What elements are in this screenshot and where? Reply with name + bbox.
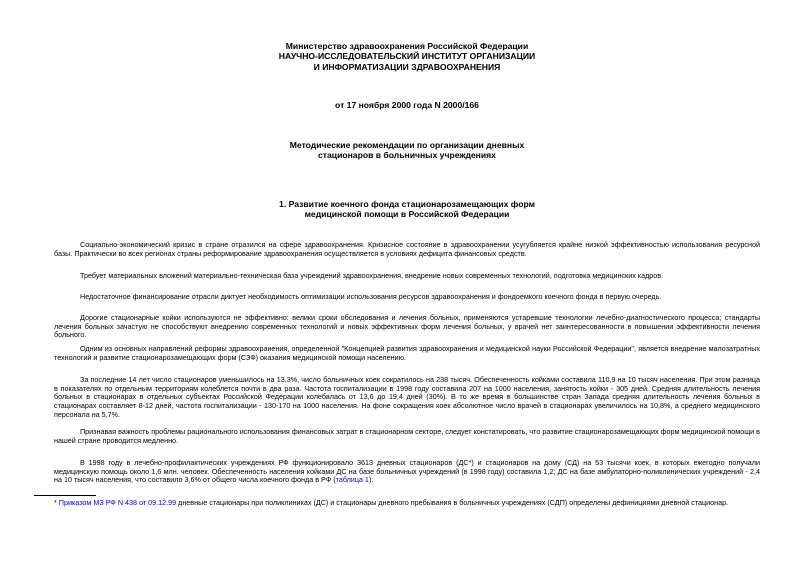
document-title-line-2: стационаров в больничных учреждениях — [318, 150, 496, 161]
section-heading-line-2: медицинской помощи в Российской Федерации — [304, 209, 510, 220]
paragraph: Недостаточное финансирование отрасли диктует необходимость оптимизации использования ресурсов здравоохранения и фондоемкого коечного фонда в первую очередь. — [80, 292, 662, 301]
section-heading — [54, 199, 760, 220]
paragraph: Требует материальных вложений материально-техническая база учреждений здравоохранения, внедрение новых современных технологий, подготовка медицинских кадров. — [80, 271, 664, 280]
paragraph-text-after-link: ). — [368, 475, 374, 485]
paragraph: Социально-экономический кризис в стране отразился на сфере здравоохранения. Кризисное состояние в здравоохранении усугубляется крайне низкой эффективностью использования ресурсной базы. Практически во всех регионах страны реформирование здравоохранения осуществляется в условиях дефицита финансовых средств. — [54, 240, 760, 258]
table-1-link[interactable]: таблица 1 — [335, 475, 369, 485]
order-438-link[interactable]: Приказом МЗ РФ N 438 от 09.12.99 — [58, 498, 177, 507]
institute-name-line-1: НАУЧНО-ИССЛЕДОВАТЕЛЬСКИЙ ИНСТИТУТ ОРГАНИЗАЦИИ — [278, 51, 536, 62]
document-title-line-1: Методические рекомендации по организации дневных — [289, 140, 525, 150]
footnote-divider — [34, 495, 96, 496]
footnote-marker: * — [54, 498, 59, 507]
paragraph: Признавая важность проблемы рационального использования финансовых затрат в стационарном секторе, следует констатировать, что развитие стационарозамещающих форм медицинской помощи в нашей стране проводится медленно. — [54, 427, 760, 445]
paragraph: Одним из основных направлений реформы здравоохранения, определенной "Концепцией развития здравоохранения и медицинской науки Российской Федерации", является внедрение малозатратных технологий и развитие стационарозамещающих форм (СЗФ) оказания медицинской помощи населению. — [54, 344, 760, 362]
document-date: от 17 ноября 2000 года N 2000/166 — [335, 100, 479, 110]
paragraph-text-before-link: В 1998 году в лечебно-профилактических учреждениях РФ функционировало 3613 дневных стационаров (ДС*) и стационаров на дому (СД) на 53 тысячи коек, в которых ежегодно получали медицинскую помощь около 1,6 млн. человек. Обеспеченность населения койками ДС на базе больничных учреждений (в 1998 году) составила 1,2; ДС на базе амбулаторно-поликлинических учреждений - 2,4 на 10 тысяч населения, что составило 3,6% от общего числа коечного фонда в РФ ( — [54, 458, 760, 485]
footnote — [54, 499, 760, 508]
document-header — [54, 41, 760, 72]
document-title — [54, 140, 760, 161]
footnote-text: дневные стационары при поликлиниках (ДС) и стационары дневного пребывания в больничных учреждениях (СДП) определены дефинициями дневной стационар. — [176, 498, 729, 507]
ministry-name: Министерство здравоохранения Российской Федерации — [285, 41, 529, 51]
paragraph: Дорогие стационарные койки используются не эффективно: велики сроки обследования и лечения больных, применяются устаревшие технологии лечебно-диагностического процесса; стандарты лечения больных зачастую не способствуют внедрению современных технологий и новых эффективных форм лечения больных, у врачей нет заинтересованности в повышении эффективности лечения больного. — [54, 313, 760, 340]
paragraph: За последние 14 лет число стационаров уменьшилось на 13,3%, число больничных коек сократилось на 238 тысяч. Обеспеченность койками составила 110,9 на 10 тысяч населения. При этом разница в показателях по отдельным территориям колеблется почти в два раза. Частота госпитализации в 1998 году составила 207 на 1000 населения, занятость койки - 305 дней. Средняя длительность лечения больных в стационарах в отдельных субъектах Российской Федерации колебалась от 13,6 до 19,4 дней (30%). В то же время в большинстве стран Запада средняя длительность лечения больных в стационарах составляет 8-12 дней, частота госпитализации - 130-170 на 1000 населения. На фоне сокращения коек абсолютное число врачей в стационарах увеличилось на 10,8%, а среднего медицинского персонала на 5,7%. — [54, 375, 760, 419]
institute-name-line-2: И ИНФОРМАТИЗАЦИИ ЗДРАВООХРАНЕНИЯ — [313, 61, 501, 72]
paragraph-with-table-link — [54, 459, 760, 485]
section-heading-line-1: 1. Развитие коечного фонда стационарозамещающих форм — [279, 199, 535, 209]
